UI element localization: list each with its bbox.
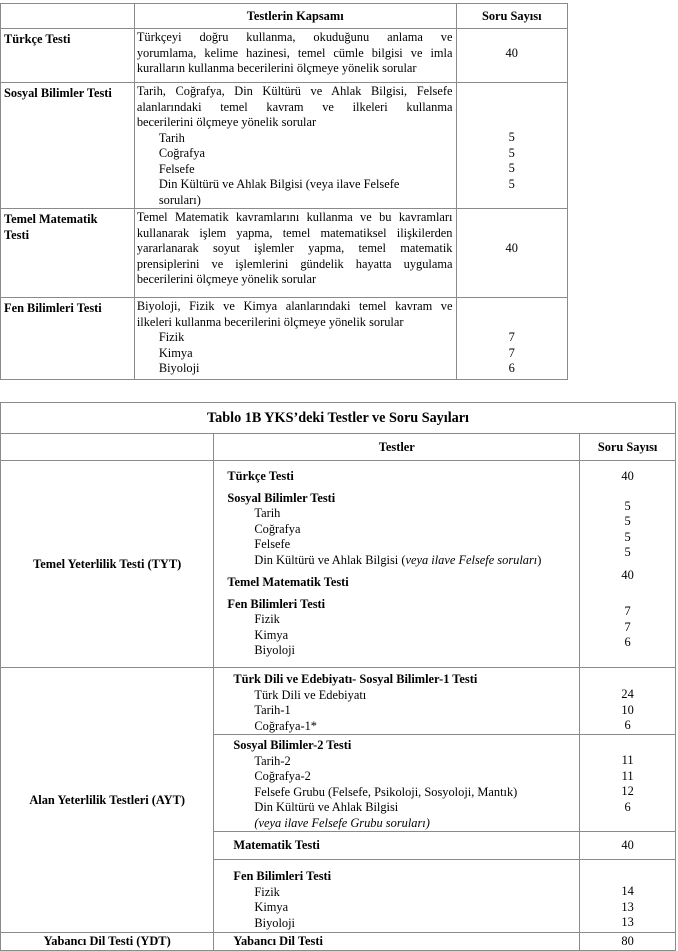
sub-item-label: Coğrafya bbox=[158, 146, 205, 160]
question-count: 7 7 6 bbox=[456, 298, 568, 380]
test-name: Fen Bilimleri Testi bbox=[233, 869, 332, 883]
test-description: Tarih, Coğrafya, Din Kültürü ve Ahlak Bilgisi, Felsefe alanlarındaki temel kavram ve ilkeleri kullanma becerilerini ölçmeye yönelik sorular Tarih Coğrafya Felsefe Din Kültürü ve Ahlak Bilgisi (veya ilave Felsefe soruları) bbox=[134, 83, 456, 209]
yks-tests-table bbox=[0, 402, 676, 951]
sub-item-label: Kimya bbox=[254, 627, 289, 642]
sub-item-label: Din Kültürü ve Ahlak Bilgisi (veya ilave Felsefe soruları) bbox=[254, 552, 542, 567]
sub-item-label: Tarih bbox=[158, 130, 185, 145]
table-row bbox=[1, 209, 568, 298]
table-row bbox=[1, 29, 568, 83]
sub-item-label: Tarih bbox=[254, 506, 281, 520]
table-row bbox=[1, 933, 676, 951]
sub-item-label: Tarih-1 bbox=[254, 703, 291, 717]
ayt-fen-tests bbox=[214, 860, 580, 933]
tyt-counts: 40 5 5 5 5 40 7 7 6 bbox=[580, 461, 676, 668]
header-count: Soru Sayısı bbox=[456, 4, 568, 29]
test-name: Sosyal Bilimler-2 Testi bbox=[233, 738, 352, 752]
sub-item-label: Fizik bbox=[158, 330, 185, 344]
header-empty-cell bbox=[1, 434, 214, 461]
sub-item-note: (veya ilave Felsefe Grubu soruları) bbox=[254, 815, 430, 830]
test-name: Türk Dili ve Edebiyatı- Sosyal Bilimler-1 Testi bbox=[233, 672, 478, 686]
sub-item-label: Din Kültürü ve Ahlak Bilgisi bbox=[254, 800, 399, 814]
ydt-count: 80 bbox=[580, 933, 676, 951]
group-label-tyt: Temel Yeterlilik Testi (TYT) bbox=[1, 461, 214, 668]
sub-item-label: Kimya bbox=[254, 900, 289, 914]
ayt-sosyal2-tests bbox=[214, 735, 580, 832]
sub-item-label: soruları) bbox=[158, 192, 201, 207]
sub-item-label: Felsefe bbox=[158, 161, 195, 176]
ayt-matematik-test bbox=[214, 832, 580, 860]
header-tests: Testler bbox=[214, 434, 580, 461]
test-name: Yabancı Dil Testi bbox=[233, 933, 323, 948]
sub-item-label: Felsefe Grubu (Felsefe, Psikoloji, Sosyoloji, Mantık) bbox=[254, 784, 518, 799]
sub-item-label: Biyoloji bbox=[254, 643, 295, 657]
table-caption: Tablo 1B YKS’deki Testler ve Soru Sayıları bbox=[1, 403, 676, 434]
sub-item-label: Biyoloji bbox=[158, 361, 200, 375]
test-description: Türkçeyi doğru kullanma, okuduğunu anlama ve yorumlama, kelime hazinesi, temel cümle bilgisi ve imla kuralların kullanma becerilerini ölçmeye yönelik sorular bbox=[134, 29, 456, 83]
tyt-tests bbox=[214, 461, 580, 668]
question-count: 40 bbox=[456, 209, 568, 298]
group-label-ayt: Alan Yeterlilik Testleri (AYT) bbox=[1, 668, 214, 933]
question-count: 5 5 5 5 bbox=[456, 83, 568, 209]
table-row bbox=[1, 668, 676, 735]
test-description: Biyoloji, Fizik ve Kimya alanlarındaki temel kavram ve ilkeleri kullanma becerilerini ölçmeye yönelik sorular Fizik Kimya Biyoloji bbox=[134, 298, 456, 380]
table-row bbox=[1, 461, 676, 668]
ydt-test bbox=[214, 933, 580, 951]
ayt-sosyal2-counts: 11 11 12 6 bbox=[580, 735, 676, 832]
sub-item-label: Felsefe bbox=[254, 537, 291, 551]
test-name: Türkçe Testi bbox=[227, 469, 294, 483]
header-scope: Testlerin Kapsamı bbox=[134, 4, 456, 29]
sub-item-label: Biyoloji bbox=[254, 915, 295, 930]
test-scope-table bbox=[0, 3, 568, 380]
test-name: Sosyal Bilimler Testi bbox=[1, 83, 135, 209]
test-name: Sosyal Bilimler Testi bbox=[227, 490, 336, 505]
sub-item-label: Din Kültürü ve Ahlak Bilgisi (veya ilave Felsefe bbox=[158, 177, 400, 191]
group-label-ydt: Yabancı Dil Testi (YDT) bbox=[1, 933, 214, 951]
question-count: 40 bbox=[456, 29, 568, 83]
test-description: Temel Matematik kavramlarını kullanma ve bu kavramları kullanarak işlem yapma, temel matematiksel ilişkilerden yararlanarak soyut işlemler yapma, temel matematik prensiplerini ve işlemlerini gündelik hayatta uygulama becerilerini ölçmeye yönelik sorular bbox=[134, 209, 456, 298]
sub-item-label: Tarih-2 bbox=[254, 753, 291, 768]
test-name: Fen Bilimleri Testi bbox=[227, 596, 326, 611]
table-row bbox=[1, 83, 568, 209]
ayt-tde-tests bbox=[214, 668, 580, 735]
header-empty-cell bbox=[1, 4, 135, 29]
test-name: Fen Bilimleri Testi bbox=[1, 298, 135, 380]
test-name: Türkçe Testi bbox=[1, 29, 135, 83]
sub-item-label: Fizik bbox=[254, 612, 280, 626]
test-name: Temel Matematik Testi bbox=[1, 209, 135, 298]
test-name: Temel Matematik Testi bbox=[227, 575, 349, 589]
header-count: Soru Sayısı bbox=[580, 434, 676, 461]
test-name: Matematik Testi bbox=[233, 837, 320, 852]
table-header-row bbox=[1, 434, 676, 461]
ayt-matematik-count: 40 bbox=[580, 832, 676, 860]
sub-item-label: Fizik bbox=[254, 884, 280, 899]
table-header-row bbox=[1, 4, 568, 29]
sub-item-label: Coğrafya-2 bbox=[254, 769, 311, 783]
ayt-tde-counts: 24 10 6 bbox=[580, 668, 676, 735]
sub-item-label: Coğrafya-1* bbox=[254, 718, 317, 733]
sub-item-label: Kimya bbox=[158, 345, 193, 360]
sub-item-label: Türk Dili ve Edebiyatı bbox=[254, 687, 367, 702]
table-row bbox=[1, 298, 568, 380]
ayt-fen-counts: 14 13 13 bbox=[580, 860, 676, 933]
sub-item-label: Coğrafya bbox=[254, 521, 301, 536]
table-caption-row bbox=[1, 403, 676, 434]
